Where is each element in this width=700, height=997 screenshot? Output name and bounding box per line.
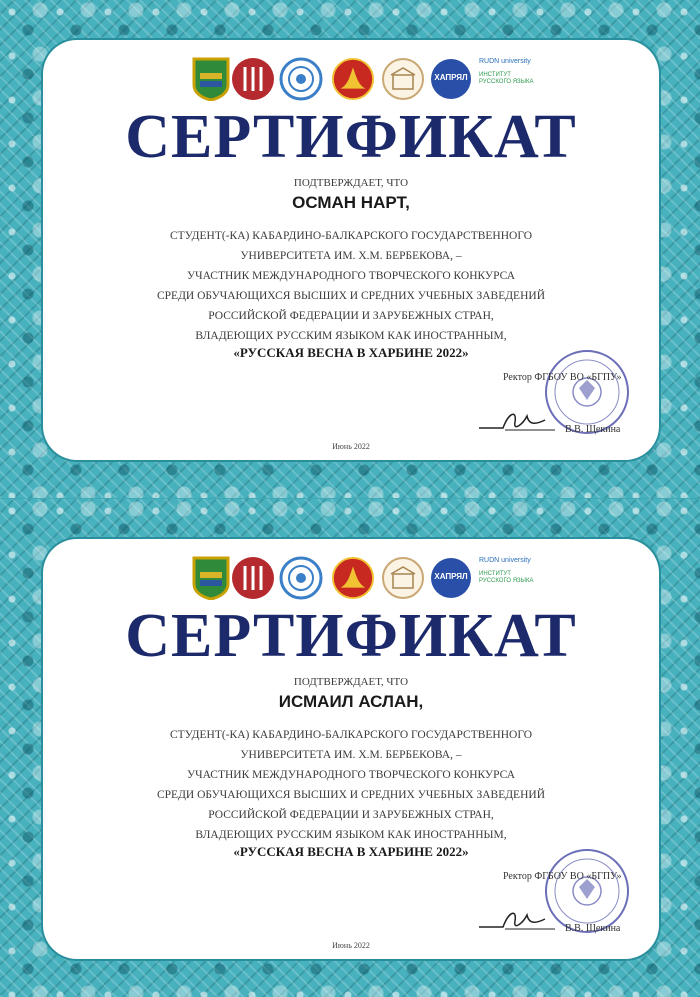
rector-title: Ректор ФГБОУ ВО «БГПУ» (503, 372, 622, 383)
harbin-university-logo (279, 555, 323, 601)
signature-icon (475, 903, 575, 939)
recipient-name: ИСМАИЛ АСЛАН, (278, 692, 424, 711)
body-line: РОССИЙСКОЙ ФЕДЕРАЦИИ И ЗАРУБЕЖНЫХ СТРАН, (208, 809, 494, 821)
body-line: УЧАСТНИК МЕЖДУНАРОДНОГО ТВОРЧЕСКОГО КОНКУРСА (186, 270, 516, 282)
logo-strip (189, 551, 534, 607)
signer-name: В.В. Щекина (565, 424, 621, 435)
coat-of-arms-logo (189, 555, 233, 601)
phoenix-emblem-logo (331, 56, 375, 102)
rector-title: Ректор ФГБОУ ВО «БГПУ» (503, 871, 622, 882)
university-red-logo (231, 555, 275, 601)
institute-building-logo (381, 56, 425, 102)
coat-of-arms-logo (189, 56, 233, 102)
confirms-text: ПОДТВЕРЖДАЕТ, ЧТО (293, 676, 409, 688)
recipient-name: ОСМАН НАРТ, (292, 193, 410, 212)
khaprial-logo (429, 56, 473, 102)
rudn-logo (479, 557, 535, 585)
rudn-logo (479, 58, 535, 86)
body-line: ВЛАДЕЮЩИХ РУССКИМ ЯЗЫКОМ КАК ИНОСТРАННЫМ, (195, 829, 507, 841)
harbin-university-logo (279, 56, 323, 102)
khaprial-label: ХАПРЯЛ (434, 73, 468, 82)
contest-name: «РУССКАЯ ВЕСНА В ХАРБИНЕ 2022» (233, 345, 469, 360)
logo-strip (189, 52, 534, 108)
certificate-2 (0, 499, 700, 997)
issue-date: Июнь 2022 (332, 941, 370, 950)
body-line: УЧАСТНИК МЕЖДУНАРОДНОГО ТВОРЧЕСКОГО КОНКУРСА (186, 769, 516, 781)
phoenix-emblem-logo (331, 555, 375, 601)
certificate-body (43, 226, 659, 346)
body-line: ВЛАДЕЮЩИХ РУССКИМ ЯЗЫКОМ КАК ИНОСТРАННЫМ, (195, 330, 507, 342)
khaprial-logo (429, 555, 473, 601)
body-line: СТУДЕНТ(-КА) КАБАРДИНО-БАЛКАРСКОГО ГОСУДАРСТВЕННОГО (170, 230, 532, 242)
signature-icon (475, 404, 575, 440)
certificate-title: СЕРТИФИКАТ (125, 602, 577, 670)
khaprial-label: ХАПРЯЛ (434, 572, 468, 581)
issue-date: Июнь 2022 (332, 442, 370, 451)
rudn-label: RUDN university (479, 58, 531, 65)
institute-label: ИНСТИТУТ РУССКОГО ЯЗЫКА (479, 72, 534, 85)
body-line: УНИВЕРСИТЕТА ИМ. Х.М. БЕРБЕКОВА, – (240, 749, 462, 761)
rudn-label: RUDN university (479, 557, 531, 564)
body-line: СРЕДИ ОБУЧАЮЩИХСЯ ВЫСШИХ И СРЕДНИХ УЧЕБНЫХ ЗАВЕДЕНИЙ (156, 789, 545, 801)
body-line: СТУДЕНТ(-КА) КАБАРДИНО-БАЛКАРСКОГО ГОСУДАРСТВЕННОГО (170, 729, 532, 741)
certificate-card (43, 40, 659, 460)
contest-name: «РУССКАЯ ВЕСНА В ХАРБИНЕ 2022» (233, 844, 469, 859)
certificate-title: СЕРТИФИКАТ (125, 103, 577, 171)
confirms-text: ПОДТВЕРЖДАЕТ, ЧТО (293, 177, 409, 189)
certificate-body (43, 725, 659, 845)
certificate-card (43, 539, 659, 959)
body-line: УНИВЕРСИТЕТА ИМ. Х.М. БЕРБЕКОВА, – (240, 250, 462, 262)
body-line: РОССИЙСКОЙ ФЕДЕРАЦИИ И ЗАРУБЕЖНЫХ СТРАН, (208, 310, 494, 322)
institute-label: ИНСТИТУТ РУССКОГО ЯЗЫКА (479, 571, 534, 584)
signer-name: В.В. Щекина (565, 923, 621, 934)
university-red-logo (231, 56, 275, 102)
certificate-1 (0, 0, 700, 498)
institute-building-logo (381, 555, 425, 601)
body-line: СРЕДИ ОБУЧАЮЩИХСЯ ВЫСШИХ И СРЕДНИХ УЧЕБНЫХ ЗАВЕДЕНИЙ (156, 290, 545, 302)
